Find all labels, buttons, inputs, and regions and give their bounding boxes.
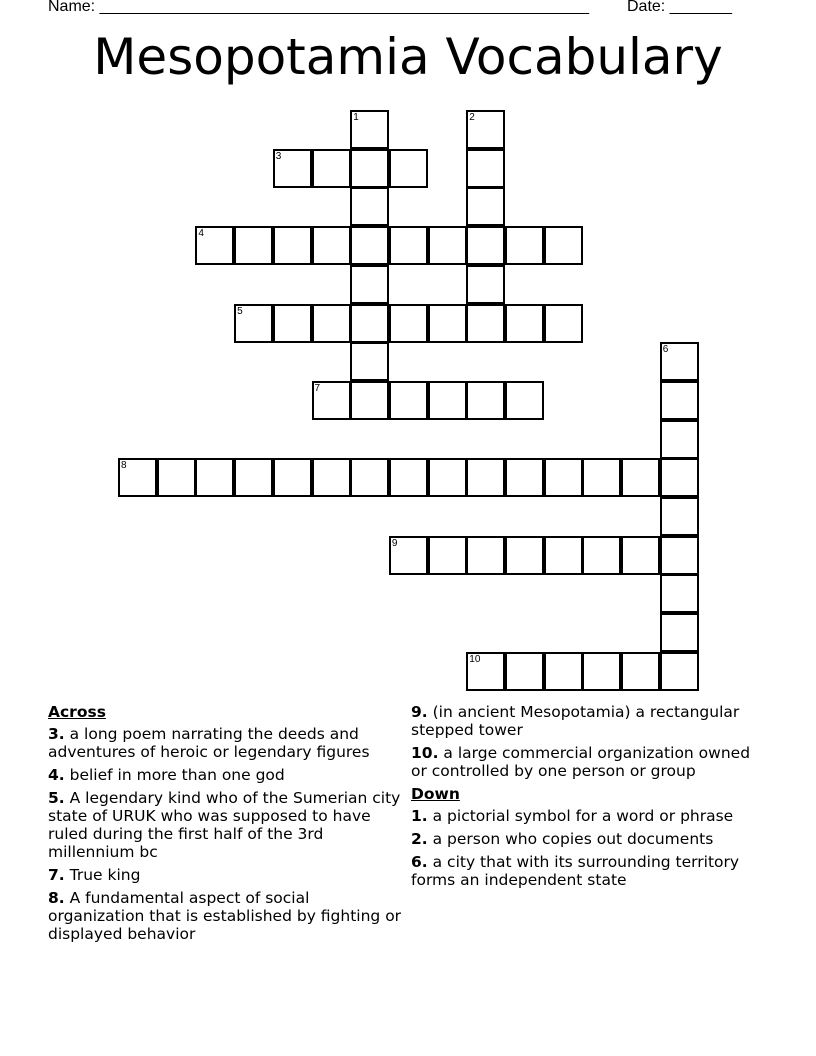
grid-cell[interactable] (505, 381, 544, 420)
clue-number: 10. (411, 744, 439, 762)
grid-cell[interactable] (544, 536, 583, 575)
clue-text: a long poem narrating the deeds and adventures of heroic or legendary figures (48, 725, 370, 761)
grid-cell[interactable] (660, 497, 699, 536)
clue-number: 7. (48, 866, 65, 884)
grid-cell[interactable] (505, 458, 544, 497)
grid-cell[interactable] (582, 458, 621, 497)
grid-cell[interactable] (466, 149, 505, 188)
clue-number: 3. (48, 725, 65, 743)
grid-cell[interactable] (660, 458, 699, 497)
grid-cell[interactable] (466, 226, 505, 265)
clue-text: a large commercial organization owned or controlled by one person or group (411, 744, 751, 780)
grid-cell[interactable] (660, 613, 699, 652)
grid-clue-number: 6 (662, 344, 669, 356)
grid-cell[interactable] (428, 304, 467, 343)
grid-cell[interactable] (234, 458, 273, 497)
grid-cell[interactable] (389, 226, 428, 265)
grid-cell[interactable] (195, 226, 234, 265)
grid-clue-number: 2 (469, 112, 475, 123)
clue-number: 6. (411, 853, 428, 871)
grid-cell[interactable] (428, 458, 467, 497)
clue-number: 4. (48, 766, 65, 784)
clue-down-2 (411, 830, 756, 848)
clue-number: 2. (411, 830, 428, 848)
grid-cell[interactable] (660, 652, 699, 691)
grid-cell[interactable] (660, 536, 699, 575)
grid-cell[interactable] (273, 458, 312, 497)
grid-cell[interactable] (350, 187, 389, 226)
grid-cell[interactable] (621, 652, 660, 691)
grid-cell[interactable] (660, 420, 699, 459)
grid-cell[interactable] (389, 149, 428, 188)
grid-cell[interactable] (312, 226, 351, 265)
grid-cell[interactable] (312, 149, 351, 188)
clue-across-7 (48, 866, 410, 884)
grid-cell[interactable] (466, 304, 505, 343)
grid-cell[interactable] (350, 381, 389, 420)
grid-cell[interactable] (118, 458, 157, 497)
clue-number: 8. (48, 889, 65, 907)
grid-clue-number: 4 (198, 228, 204, 240)
clue-number: 1. (411, 807, 428, 825)
clue-number: 9. (411, 703, 428, 721)
grid-cell[interactable] (195, 458, 234, 497)
grid-clue-number: 1 (353, 112, 359, 123)
grid-cell[interactable] (273, 226, 312, 265)
clue-across-3 (48, 725, 410, 761)
grid-clue-number: 7 (314, 382, 321, 394)
clue-across-5 (48, 789, 410, 861)
grid-clue-number: 9 (391, 537, 398, 549)
grid-cell[interactable] (466, 187, 505, 226)
clue-across-10 (411, 744, 756, 780)
grid-cell[interactable] (466, 536, 505, 575)
clue-down-6 (411, 853, 756, 889)
grid-cell[interactable] (428, 381, 467, 420)
clues-column-left (48, 703, 410, 948)
grid-cell[interactable] (389, 304, 428, 343)
clue-across-8 (48, 889, 410, 943)
grid-cell[interactable] (660, 574, 699, 613)
grid-cell[interactable] (428, 226, 467, 265)
grid-cell[interactable] (505, 536, 544, 575)
grid-cell[interactable] (466, 381, 505, 420)
clue-down-1 (411, 807, 756, 825)
grid-cell[interactable] (466, 652, 505, 691)
grid-cell[interactable] (466, 265, 505, 304)
grid-cell[interactable] (389, 381, 428, 420)
grid-cell[interactable] (350, 342, 389, 381)
clue-text: A legendary kind who of the Sumerian city state of URUK who was supposed to have ruled during the first half of the 3rd millennium bc (48, 789, 401, 861)
clue-across-4 (48, 766, 410, 784)
grid-cell[interactable] (544, 458, 583, 497)
grid-cell[interactable] (660, 342, 699, 381)
grid-cell[interactable] (312, 304, 351, 343)
grid-cell[interactable] (582, 536, 621, 575)
grid-clue-number: 5 (237, 305, 243, 317)
grid-cell[interactable] (544, 652, 583, 691)
grid-clue-number: 3 (275, 150, 282, 162)
grid-cell[interactable] (350, 149, 389, 188)
clue-text: a person who copies out documents (432, 830, 714, 848)
clues-column-right (411, 703, 756, 894)
name-field-label: Name: _______________________________________________________ (48, 0, 589, 15)
down-heading: Down (411, 785, 460, 803)
page-title: Mesopotamia Vocabulary (93, 28, 723, 86)
clue-across-9 (411, 703, 756, 739)
grid-clue-number: 8 (121, 460, 127, 472)
grid-cell[interactable] (157, 458, 196, 497)
grid-cell[interactable] (389, 458, 428, 497)
grid-cell[interactable] (350, 265, 389, 304)
clue-number: 5. (48, 789, 65, 807)
grid-cell[interactable] (466, 110, 505, 149)
grid-cell[interactable] (234, 304, 273, 343)
grid-cell[interactable] (428, 536, 467, 575)
grid-cell[interactable] (544, 304, 583, 343)
grid-cell[interactable] (350, 226, 389, 265)
grid-cell[interactable] (466, 458, 505, 497)
grid-cell[interactable] (273, 304, 312, 343)
grid-cell[interactable] (582, 652, 621, 691)
grid-cell[interactable] (544, 226, 583, 265)
grid-cell[interactable] (350, 110, 389, 149)
clue-text: True king (69, 866, 141, 884)
grid-cell[interactable] (660, 381, 699, 420)
grid-cell[interactable] (234, 226, 273, 265)
grid-cell[interactable] (273, 149, 312, 188)
across-heading: Across (48, 703, 106, 721)
grid-cell[interactable] (621, 536, 660, 575)
date-field-label: Date: _______ (627, 0, 732, 15)
clue-text: belief in more than one god (69, 766, 285, 784)
grid-cell[interactable] (312, 381, 351, 420)
grid-clue-number: 10 (469, 653, 481, 665)
clue-text: (in ancient Mesopotamia) a rectangular stepped tower (411, 703, 740, 739)
grid-cell[interactable] (621, 458, 660, 497)
grid-cell[interactable] (312, 458, 351, 497)
grid-cell[interactable] (350, 458, 389, 497)
grid-cell[interactable] (505, 652, 544, 691)
clue-text: a pictorial symbol for a word or phrase (432, 807, 734, 825)
clue-text: a city that with its surrounding territory forms an independent state (411, 853, 740, 889)
grid-cell[interactable] (505, 304, 544, 343)
grid-cell[interactable] (350, 304, 389, 343)
clue-text: A fundamental aspect of social organization that is established by fighting or displayed behavior (48, 889, 402, 943)
grid-cell[interactable] (505, 226, 544, 265)
grid-cell[interactable] (389, 536, 428, 575)
